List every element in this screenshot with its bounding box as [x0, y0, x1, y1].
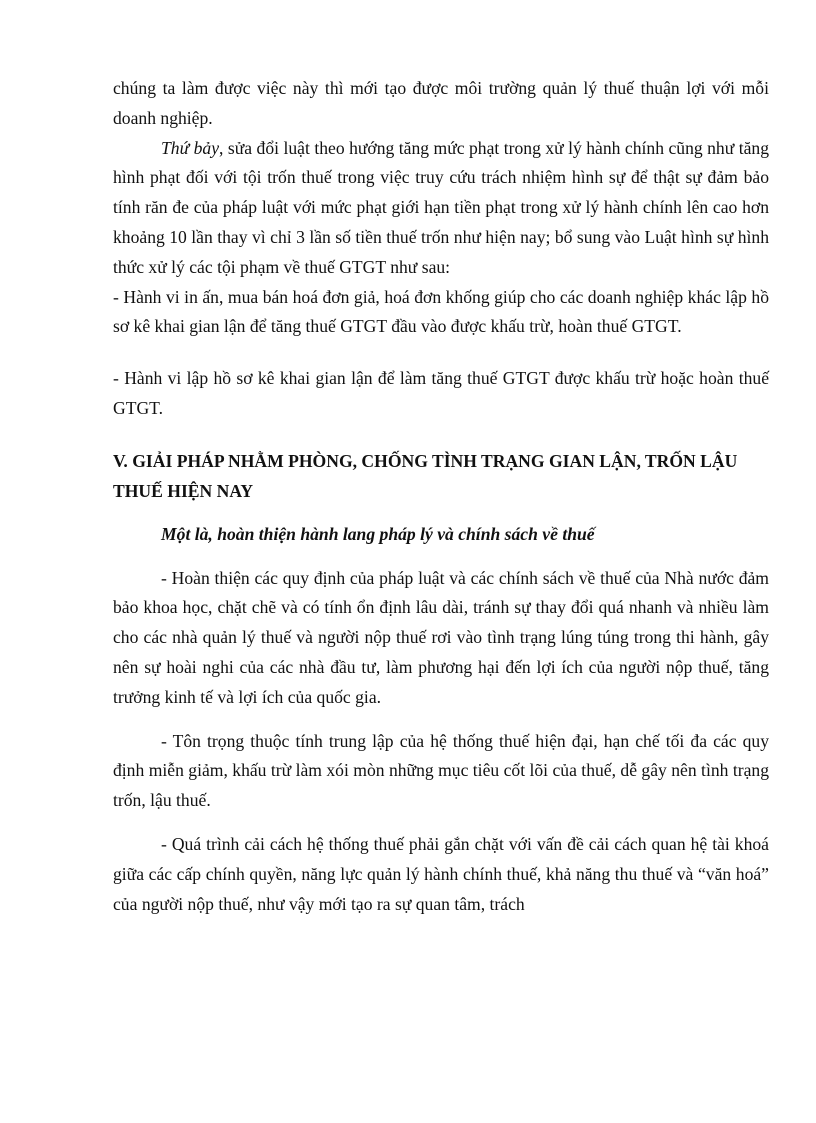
bullet-fake-invoices: - Hành vi in ấn, mua bán hoá đơn giả, hoá đơn khống giúp cho các doanh nghiệp khác lập hồ sơ kê khai gian lận để tăng thuế GTGT đầu vào được khấu trừ, hoàn thuế GTGT. [113, 286, 769, 337]
section-heading: V. GIẢI PHÁP NHẰM PHÒNG, CHỐNG TÌNH TRẠNG GIAN LẬN, TRỐN LẬU THUẾ HIỆN NAY [113, 450, 738, 501]
subsection-heading: Một là, hoàn thiện hành lang pháp lý và chính sách về thuế [161, 523, 595, 544]
paragraph-continuation: chúng ta làm được việc này thì mới tạo được môi trường quản lý thuế thuận lợi với mỗi doanh nghiệp. [113, 78, 769, 128]
document-page [113, 74, 769, 919]
solution-paragraph-1: - Hoàn thiện các quy định của pháp luật và các chính sách về thuế của Nhà nước đảm bảo khoa học, chặt chẽ và có tính ổn định lâu dài, tránh sự thay đổi quá nhanh và nhiều làm cho các nhà quản lý thuế và người nộp thuế rơi vào tình trạng lúng túng trong thi hành, gây nên sự hoài nghi của các nhà đầu tư, làm phương hại đến lợi ích của người nộp thuế, tăng trưởng kinh tế và lợi ích của quốc gia. [113, 567, 769, 707]
solution-paragraph-3: - Quá trình cải cách hệ thống thuế phải gắn chặt với vấn đề cải cách quan hệ tài khoá giữa các cấp chính quyền, năng lực quản lý hành chính thuế, khả năng thu thuế và “văn hoá” của người nộp thuế, như vậy mới tạo ra sự quan tâm, trách [113, 833, 769, 914]
solution-paragraph-2: - Tôn trọng thuộc tính trung lập của hệ thống thuế hiện đại, hạn chế tối đa các quy định miễn giảm, khấu trừ làm xói mòn những mục tiêu cốt lõi của thuế, dễ gây nên tình trạng trốn, lậu thuế. [113, 730, 769, 811]
paragraph-seventh-point [113, 134, 769, 283]
bullet-fraudulent-declaration: - Hành vi lập hồ sơ kê khai gian lận để làm tăng thuế GTGT được khấu trừ hoặc hoàn thuế GTGT. [113, 368, 769, 418]
paragraph-seventh-text: , sửa đổi luật theo hướng tăng mức phạt trong xử lý hành chính cũng như tăng hình phạt đối với tội trốn thuế trong việc truy cứu trách nhiệm hình sự để thật sự đảm bảo tính răn đe của pháp luật với mức phạt giới hạn tiền phạt trong xử lý hành chính lên cao hơn khoảng 10 lần thay vì chỉ 3 lần số tiền thuế trốn như hiện nay; bổ sung vào Luật hình sự hình thức xử lý các tội phạm về thuế GTGT như sau: [113, 137, 769, 277]
paragraph-lead-phrase: Thứ bảy [161, 137, 220, 158]
